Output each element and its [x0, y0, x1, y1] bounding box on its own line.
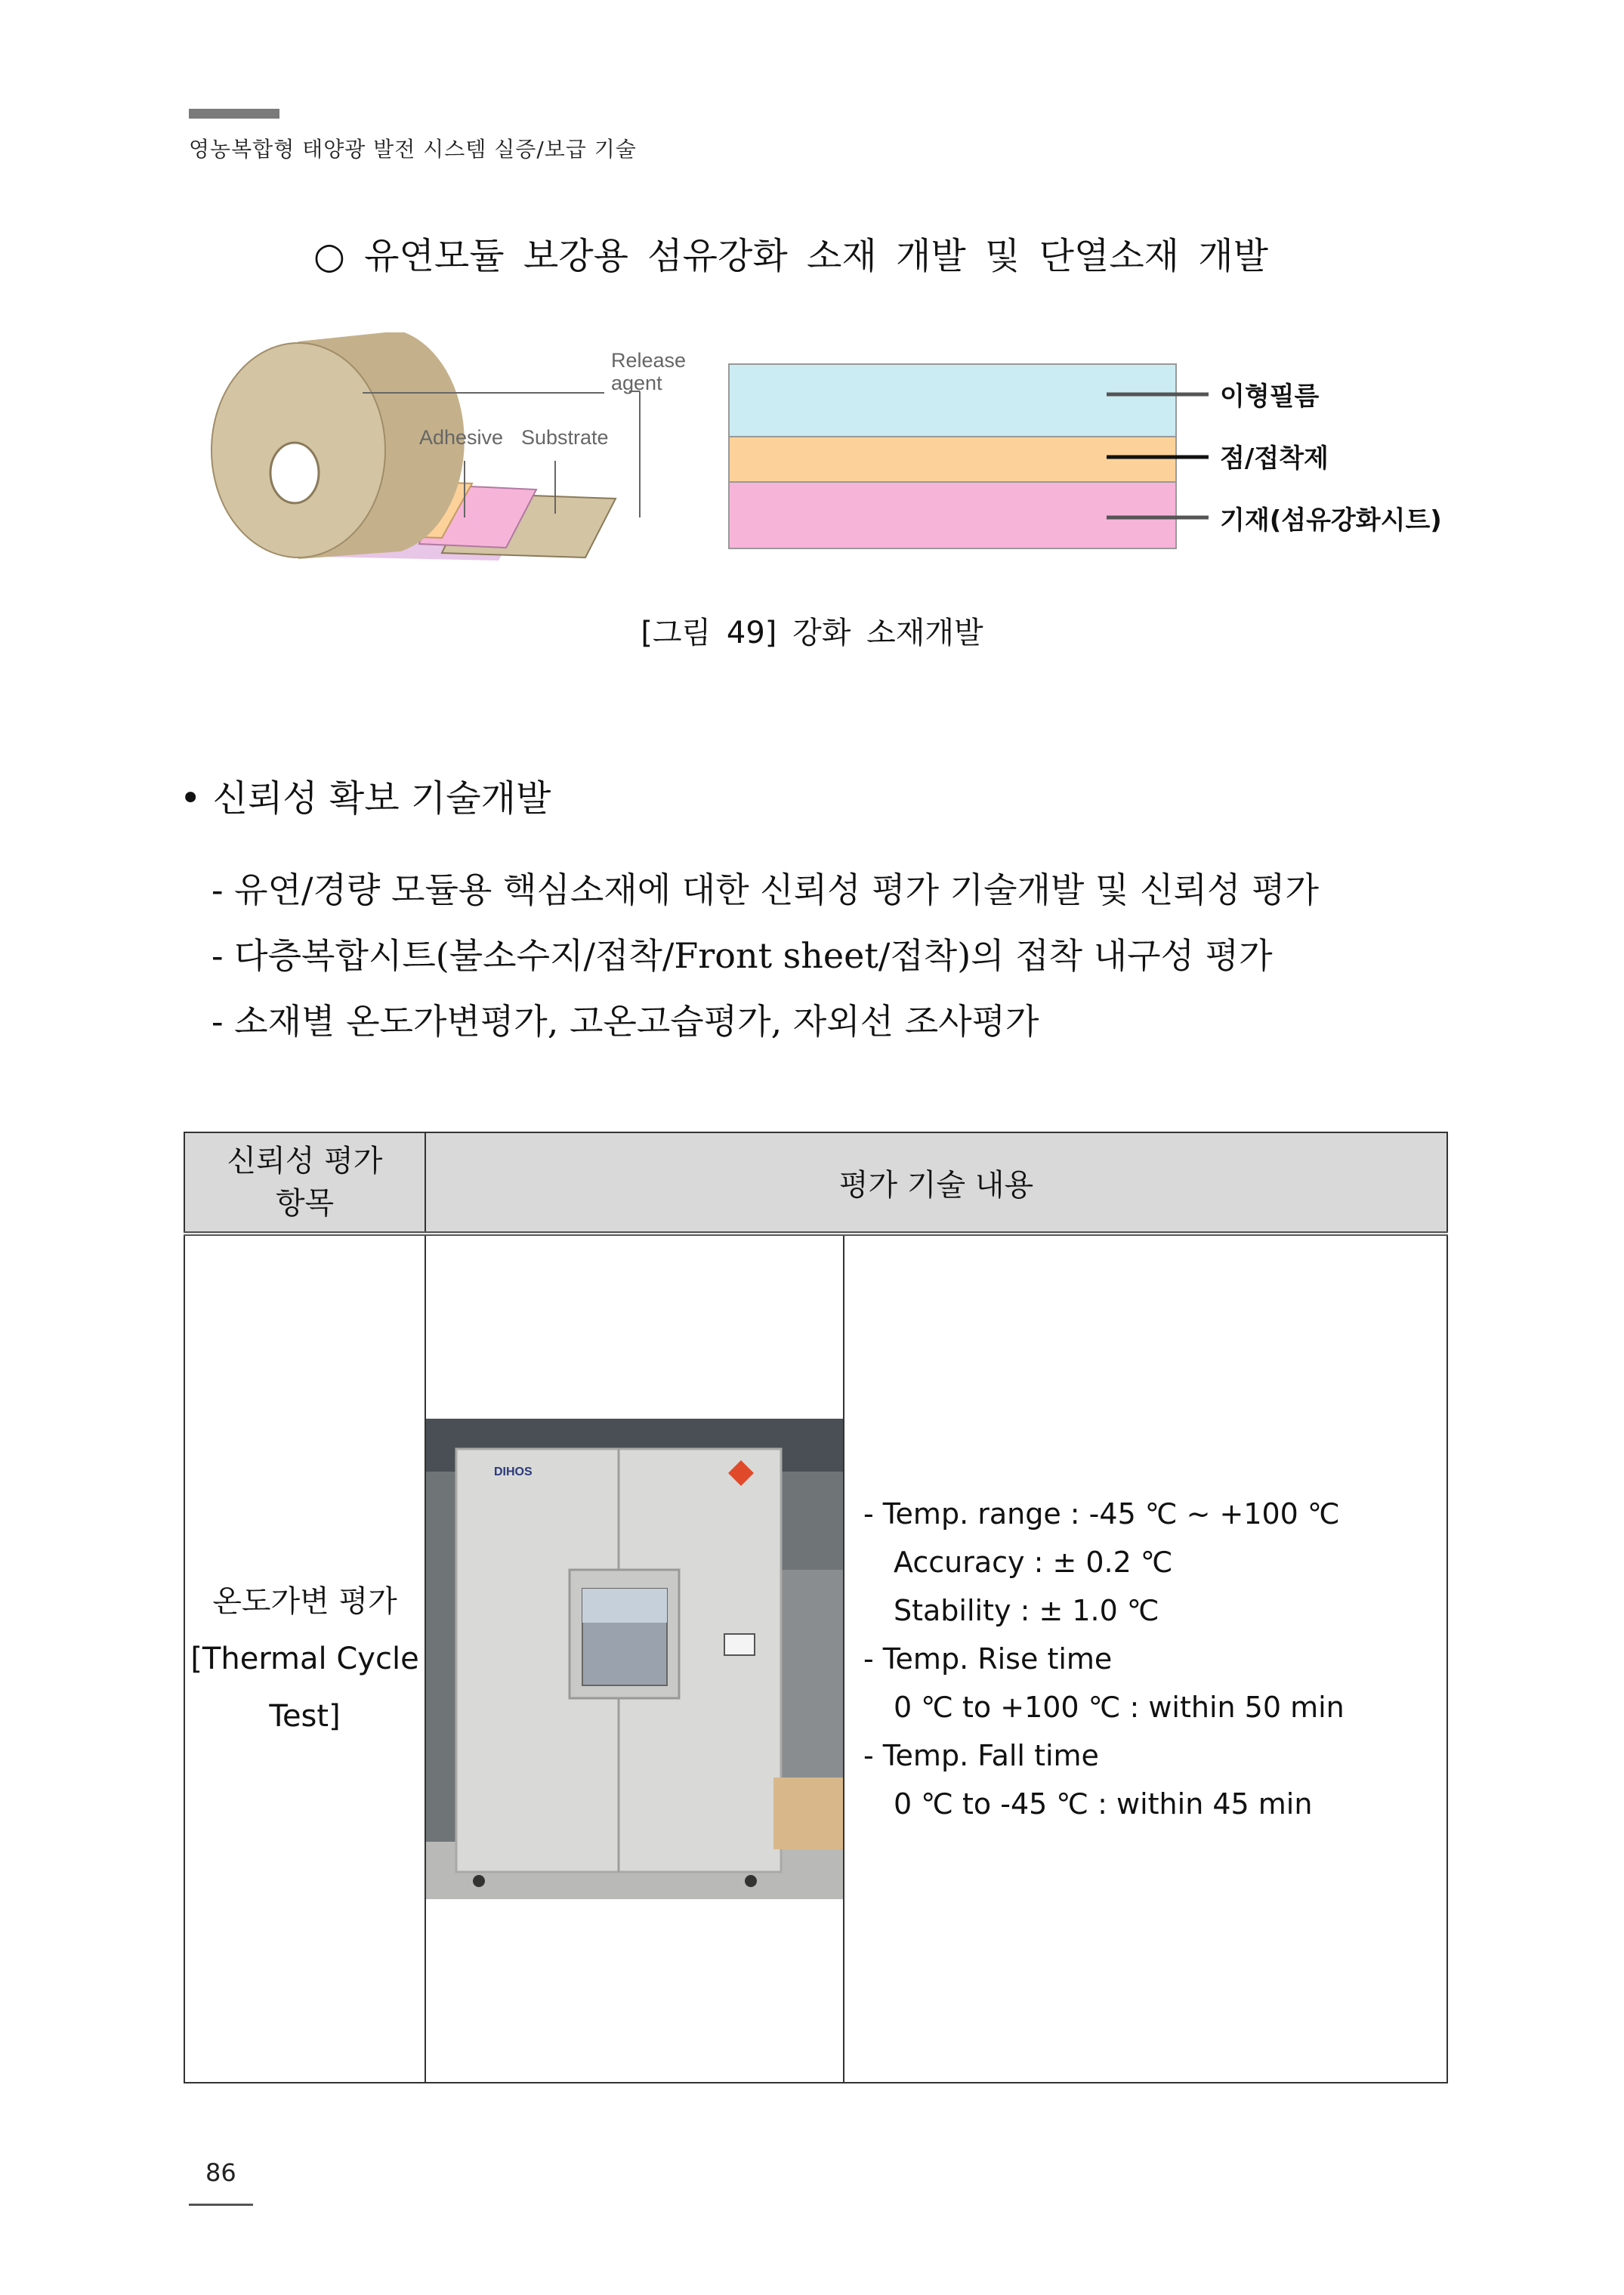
layer-label-adhesive: 점/접착제	[1220, 443, 1329, 474]
substrate-layer	[729, 482, 1176, 548]
reinforcement-material-diagram	[193, 332, 1477, 574]
spec-line: Stability : ± 1.0 ℃	[894, 1594, 1159, 1627]
layer-stack	[729, 364, 1442, 548]
page-number: 86	[205, 2158, 236, 2187]
spec-line: 0 ℃ to -45 ℃ : within 45 min	[894, 1787, 1313, 1821]
layer-label-substrate: 기재(섬유강화시트)	[1220, 505, 1442, 536]
list-item: - 다층복합시트(불소수지/접착/Front sheet/접착)의 접착 내구성 평가	[211, 935, 1273, 976]
dash-list	[211, 857, 1319, 1055]
spec-line: - Temp. Fall time	[863, 1739, 1099, 1772]
layer-label-release-film: 이형필름	[1220, 381, 1320, 412]
brand-logo: DIHOS	[494, 1466, 533, 1478]
footer-rule	[189, 2204, 253, 2206]
header-rule	[189, 109, 279, 119]
thermal-chamber-photo	[426, 1419, 843, 1899]
roll-core	[270, 443, 319, 503]
photo-cell	[425, 1234, 844, 2083]
section-title: ○ 유연모듈 보강용 섬유강화 소재 개발 및 단열소재 개발	[313, 235, 1269, 277]
release-agent-label: Release agent	[611, 349, 687, 394]
tape-roll-illustration	[211, 332, 686, 561]
spec-cell	[844, 1234, 1447, 2083]
spec-line: Accuracy : ± 0.2 ℃	[894, 1546, 1173, 1579]
list-item: - 소재별 온도가변평가, 고온고습평가, 자외선 조사평가	[211, 1001, 1039, 1042]
spec-line: 0 ℃ to +100 ℃ : within 50 min	[894, 1691, 1345, 1724]
door-handle	[724, 1634, 755, 1655]
table-header-row	[184, 1132, 1447, 1234]
reliability-table	[184, 1132, 1448, 2083]
running-header: 영농복합형 태양광 발전 시스템 실증/보급 기술	[189, 137, 637, 162]
adhesive-layer	[729, 437, 1176, 482]
cardboard-box	[773, 1778, 843, 1849]
figure-caption: [그림 49] 강화 소재개발	[641, 616, 983, 650]
header-item-cell: 신뢰성 평가 항목	[184, 1132, 425, 1234]
list-item: - 유연/경량 모듈용 핵심소재에 대한 신뢰성 평가 기술개발 및 신뢰성 평가	[211, 870, 1319, 910]
spec-line: - Temp. Rise time	[863, 1642, 1113, 1676]
bullet-heading: • 신뢰성 확보 기술개발	[180, 777, 551, 820]
figure-49	[193, 332, 1477, 574]
header-content-cell: 평가 기술 내용	[425, 1132, 1447, 1234]
spec-line: - Temp. range : -45 ℃ ~ +100 ℃	[863, 1497, 1340, 1531]
substrate-label: Substrate	[521, 426, 609, 449]
table-row	[184, 1234, 1447, 2083]
adhesive-label: Adhesive	[419, 426, 504, 449]
item-cell: 온도가변 평가 [Thermal Cycle Test]	[184, 1234, 425, 2083]
release-film-layer	[729, 364, 1176, 437]
